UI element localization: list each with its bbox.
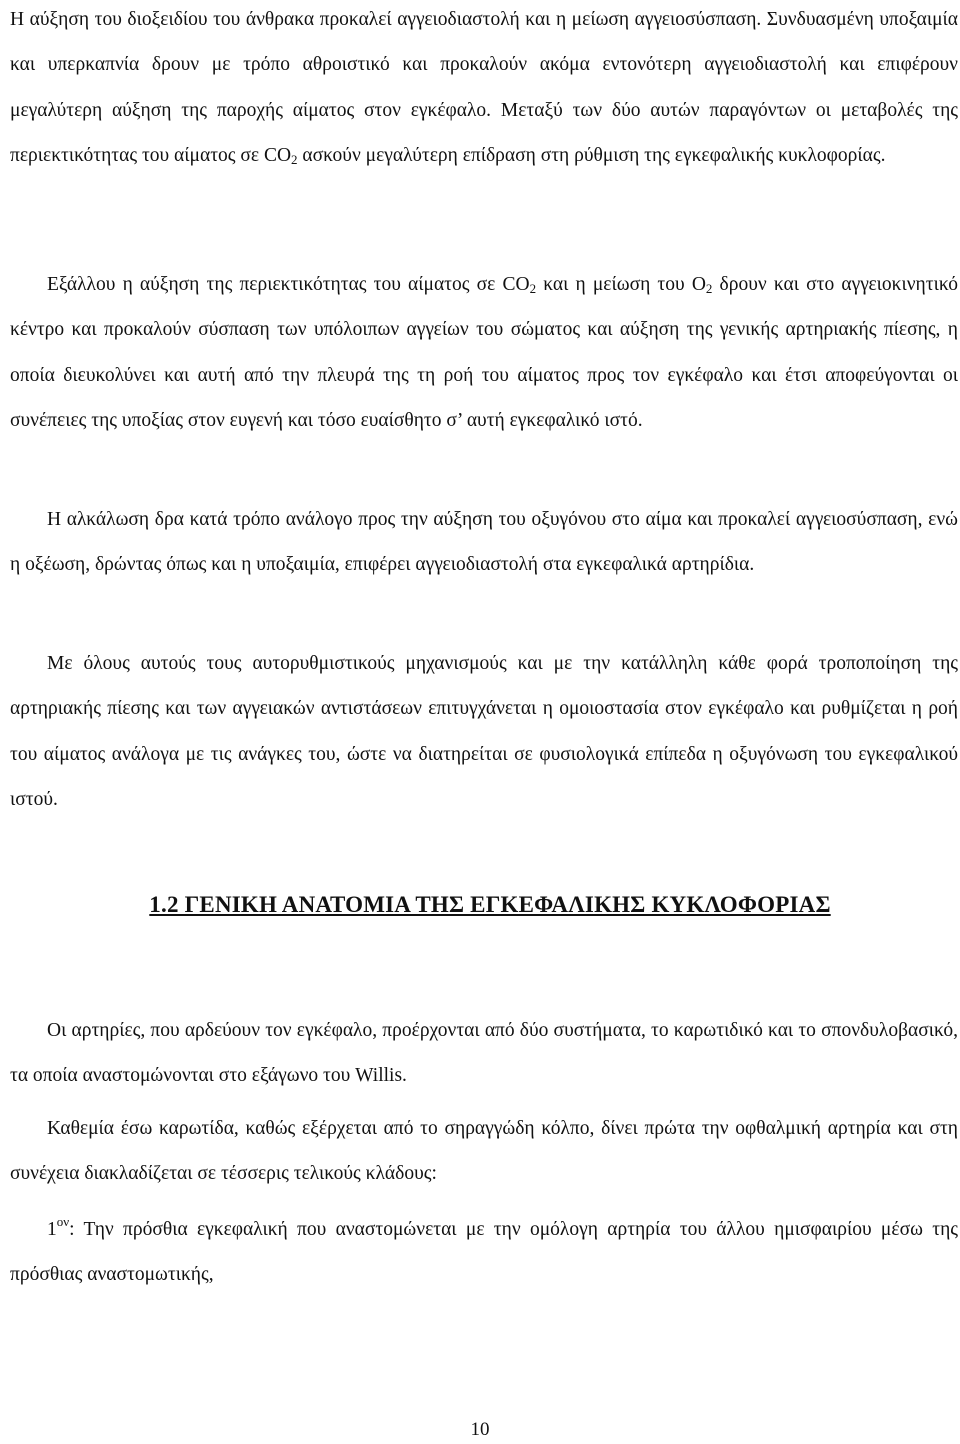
- paragraph-text: Εξάλλου η αύξηση της περιεκτικότητας του αίματος σε CO: [47, 274, 530, 295]
- paragraph-text: δρουν και στο αγγειοκινητικό κέντρο και προκαλούν σύσπαση των υπόλοιπων αγγείων του σώματος και αύξηση της γενικής αρτηριακής πίεσης, η οποία διευκολύνει και αυτή από την πλευρά της τη ροή του αίματος προς τον εγκέφαλο και έτσι αποφεύγονται οι συνέπειες της υποξίας στον ευγενή και τόσο ευαίσθητο σ’ αυτή εγκεφαλικό ιστό.: [10, 274, 958, 431]
- paragraph-arterial-systems: Οι αρτηρίες, που αρδεύουν τον εγκέφαλο, προέρχονται από δύο συστήματα, το καρωτιδικό και το σπονδυλοβασικό, τα οποία αναστομώνονται στο εξάγωνο του Willis.: [10, 1020, 958, 1087]
- paragraph-text: Η αύξηση του διοξειδίου του άνθρακα προκαλεί αγγειοδιαστολή και η μείωση αγγειοσύσπαση. Συνδυασμένη υποξαιμία και υπερκαπνία δρουν με τρόπο αθροιστικό και προκαλούν ακόμα εντονότερη αγγειοδιαστολή και επιφέρουν μεγαλύτερη αύξηση της παροχής αίματος στον εγκέφαλο. Μεταξύ των δύο αυτών παραγόντων οι μεταβολές της περιεκτικότητας του αίματος σε CO: [10, 9, 958, 166]
- subscript: 2: [529, 281, 537, 296]
- paragraph-internal-carotid: Καθεμία έσω καρωτίδα, καθώς εξέρχεται από το σηραγγώδη κόλπο, δίνει πρώτα την οφθαλμική αρτηρία και στη συνέχεια διακλαδίζεται σε τέσσερις τελικούς κλάδους:: [10, 1118, 958, 1185]
- section-heading: 1.2 ΓΕΝΙΚΗ ΑΝΑΤΟΜΙΑ ΤΗΣ ΕΓΚΕΦΑΛΙΚΗΣ ΚΥΚΛΟΦΟΡΙΑΣ: [149, 892, 831, 917]
- list-number: 1: [47, 1219, 57, 1240]
- subscript: 2: [291, 151, 298, 167]
- paragraph-alkalosis: Η αλκάλωση δρα κατά τρόπο ανάλογο προς την αύξηση του οξυγόνου στο αίμα και προκαλεί αγγειοσύσπαση, ενώ η οξέωση, δρώντας όπως και η υποξαιμία, επιφέρει αγγειοδιαστολή στα εγκεφαλικά αρτηρίδια.: [10, 509, 958, 576]
- subscript: 2: [705, 281, 713, 296]
- page-number: 10: [470, 1419, 490, 1440]
- paragraph-anterior-cerebral: [10, 1207, 958, 1298]
- paragraph-autoregulation: Με όλους αυτούς τους αυτορυθμιστικούς μηχανισμούς και με την κατάλληλη κάθε φορά τροποποίηση της αρτηριακής πίεσης και των αγγειακών αντιστάσεων επιτυγχάνεται η ομοιοστασία στον εγκέφαλο και ρυθμίζεται η ροή του αίματος ανάλογα με τις ανάγκες του, ώστε να διατηρείται σε φυσιολογικά επίπεδα η οξυγόνωση του εγκεφαλικού ιστού.: [10, 653, 958, 810]
- paragraph-co2-vasodilation: [10, 0, 958, 178]
- paragraph-text: και η μείωση του O: [536, 274, 706, 295]
- paragraph-text: ασκούν μεγαλύτερη επίδραση στη ρύθμιση της εγκεφαλικής κυκλοφορίας.: [297, 144, 886, 166]
- superscript: ον: [56, 1214, 70, 1229]
- paragraph-text: : Την πρόσθια εγκεφαλική που αναστομώνεται με την ομόλογη αρτηρία του άλλου ημισφαιρίου μέσω της πρόσθιας αναστομωτικής,: [10, 1219, 958, 1286]
- paragraph-vasomotor-center: [10, 262, 958, 443]
